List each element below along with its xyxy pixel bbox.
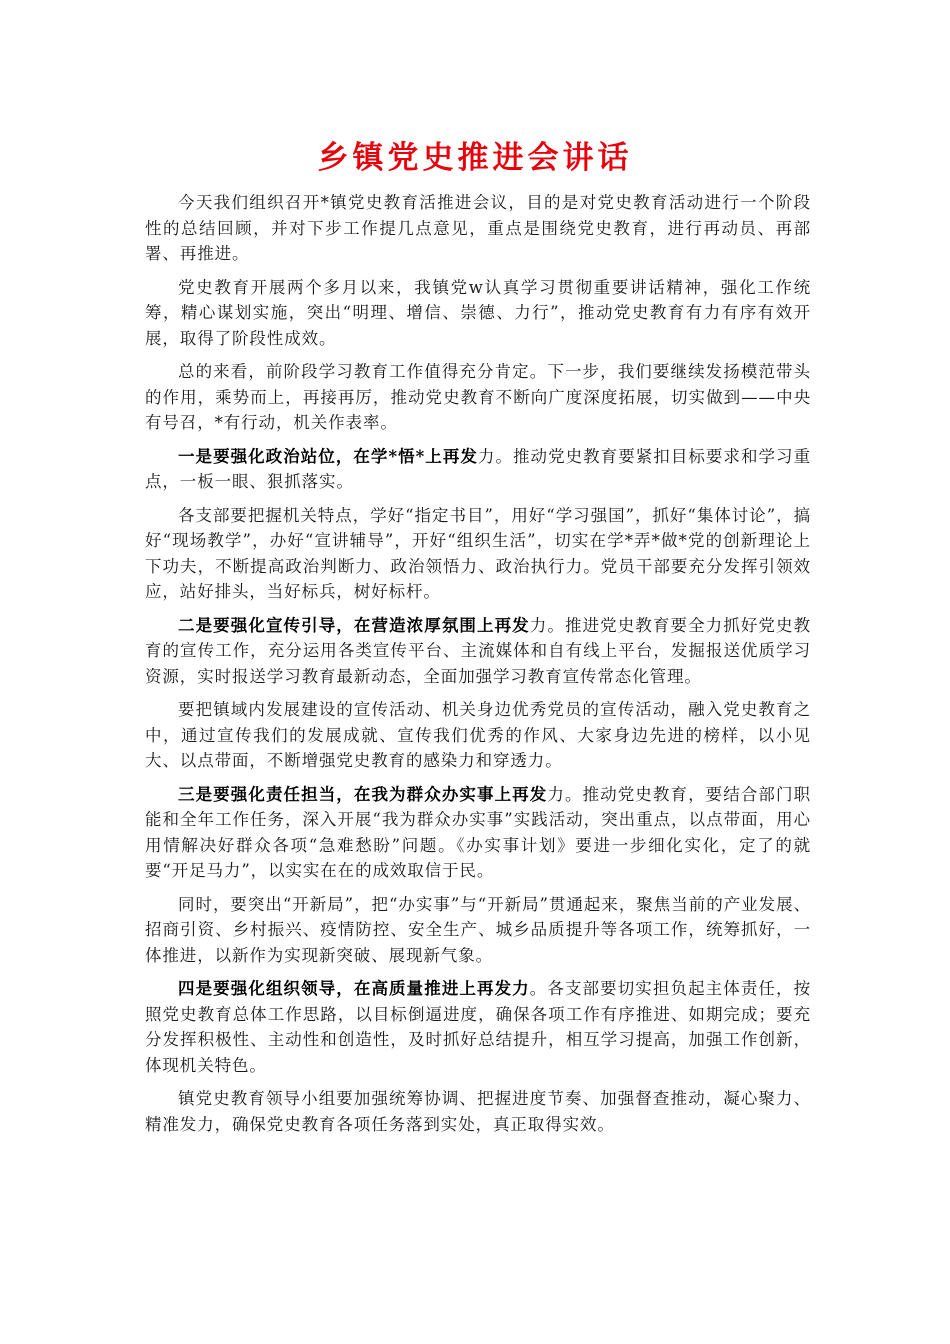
paragraph-1 <box>145 190 811 267</box>
paragraph-7 <box>145 697 811 774</box>
paragraph-text: 力。推动党史教育，要结合部门职能和全年工作任务，深入开展“我为群众办实事”实践活动，突出重点，以点带面，用心用情解决好群众各项“急难愁盼”问题。《办实事计划》要进一步细化实化，定了的就要“开足马力”，以实实在在的成效取信于民。 <box>145 784 811 880</box>
paragraph-text: 镇党史教育领导小组要加强统筹协调、把握进度节奏、加强督查推动，凝心聚力、精准发力，确保党史教育各项任务落到实处，真正取得实效。 <box>145 1089 811 1134</box>
paragraph-4 <box>145 444 811 495</box>
paragraph-text: 力。推进党史教育要全力抓好党史教育的宣传工作，充分运用各类宣传平台、主流媒体和自有线上平台，发掘报送优质学习资源，实时报送学习教育最新动态，全面加强学习教育宣传常态化管理。 <box>145 615 812 686</box>
paragraph-text: 。各支部要切实担负起主体责任，按照党史教育总体工作思路，以目标倒逼进度，确保各项工作有序推进、如期完成；要充分发挥积极性、主动性和创造性，及时抓好总结提升，相互学习提高，加强工作创新，体现机关特色。 <box>145 979 812 1075</box>
document-title: 乡镇党史推进会讲话 <box>317 140 633 176</box>
paragraph-text: 同时，要突出“开新局”，把“办实事”与“开新局”贯通起来，聚焦当前的产业发展、招商引资、乡村振兴、疫情防控、安全生产、城乡品质提升等各项工作，统筹抓好，一体推进，以新作为实现新突破、展现新气象。 <box>145 894 811 965</box>
paragraph-10 <box>145 976 811 1078</box>
paragraph-2 <box>145 275 811 352</box>
paragraph-text: 各支部要把握机关特点，学好“指定书目”，用好“学习强国”，抓好“集体讨论”，搞好“现场教学”，办好“宣讲辅导”，开好“组织生活”，切实在学*弄*做*党的创新理论上下功夫，不断提高政治判断力、政治领悟力、政治执行力。党员干部要充分发挥引领效应，站好排头，当好标兵，树好标杆。 <box>145 505 811 601</box>
paragraph-5 <box>145 503 811 605</box>
paragraph-text: 力。推动党史教育要紧扣目标要求和学习重点，一板一眼、狠抓落实。 <box>145 446 811 491</box>
paragraph-text: 要把镇域内发展建设的宣传活动、机关身边优秀党员的宣传活动，融入党史教育之中，通过宣传我们的发展成就、宣传我们优秀的作风、大家身边先进的榜样，以小见大、以点带面，不断增强党史教育的感染力和穿透力。 <box>145 700 811 770</box>
paragraph-9 <box>145 892 811 969</box>
paragraph-text: 党史教育开展两个多月以来，我镇党w认真学习贯彻重要讲话精神，强化工作统筹，精心谋划实施，突出“明理、增信、崇德、力行”，推动党史教育有力有序有效开展，取得了阶段性成效。 <box>145 277 811 348</box>
paragraph-3 <box>145 359 811 436</box>
paragraph-lead: 四是要强化组织领导，在高质量推进上再发力 <box>178 979 530 998</box>
paragraph-lead: 三是要强化责任担当，在我为群众办实事上再发 <box>178 784 548 804</box>
paragraph-lead: 二是要强化宣传引导，在营造浓厚氛围上再发 <box>178 615 530 635</box>
document-body <box>145 190 811 1145</box>
paragraph-8 <box>145 782 811 884</box>
paragraph-text: 今天我们组织召开*镇党史教育活推进会议，目的是对党史教育活动进行一个阶段性的总结回顾，并对下步工作提几点意见，重点是围绕党史教育，进行再动员、再部署、再推进。 <box>145 193 811 263</box>
paragraph-text: 总的来看，前阶段学习教育工作值得充分肯定。下一步，我们要继续发扬模范带头的作用，乘势而上，再接再厉，推动党史教育不断向广度深度拓展，切实做到——中央有号召，*有行动，机关作表率。 <box>145 362 811 432</box>
paragraph-11 <box>145 1086 811 1137</box>
paragraph-6 <box>145 613 811 690</box>
paragraph-lead: 一是要强化政治站位，在学*悟*上再发 <box>178 446 478 466</box>
